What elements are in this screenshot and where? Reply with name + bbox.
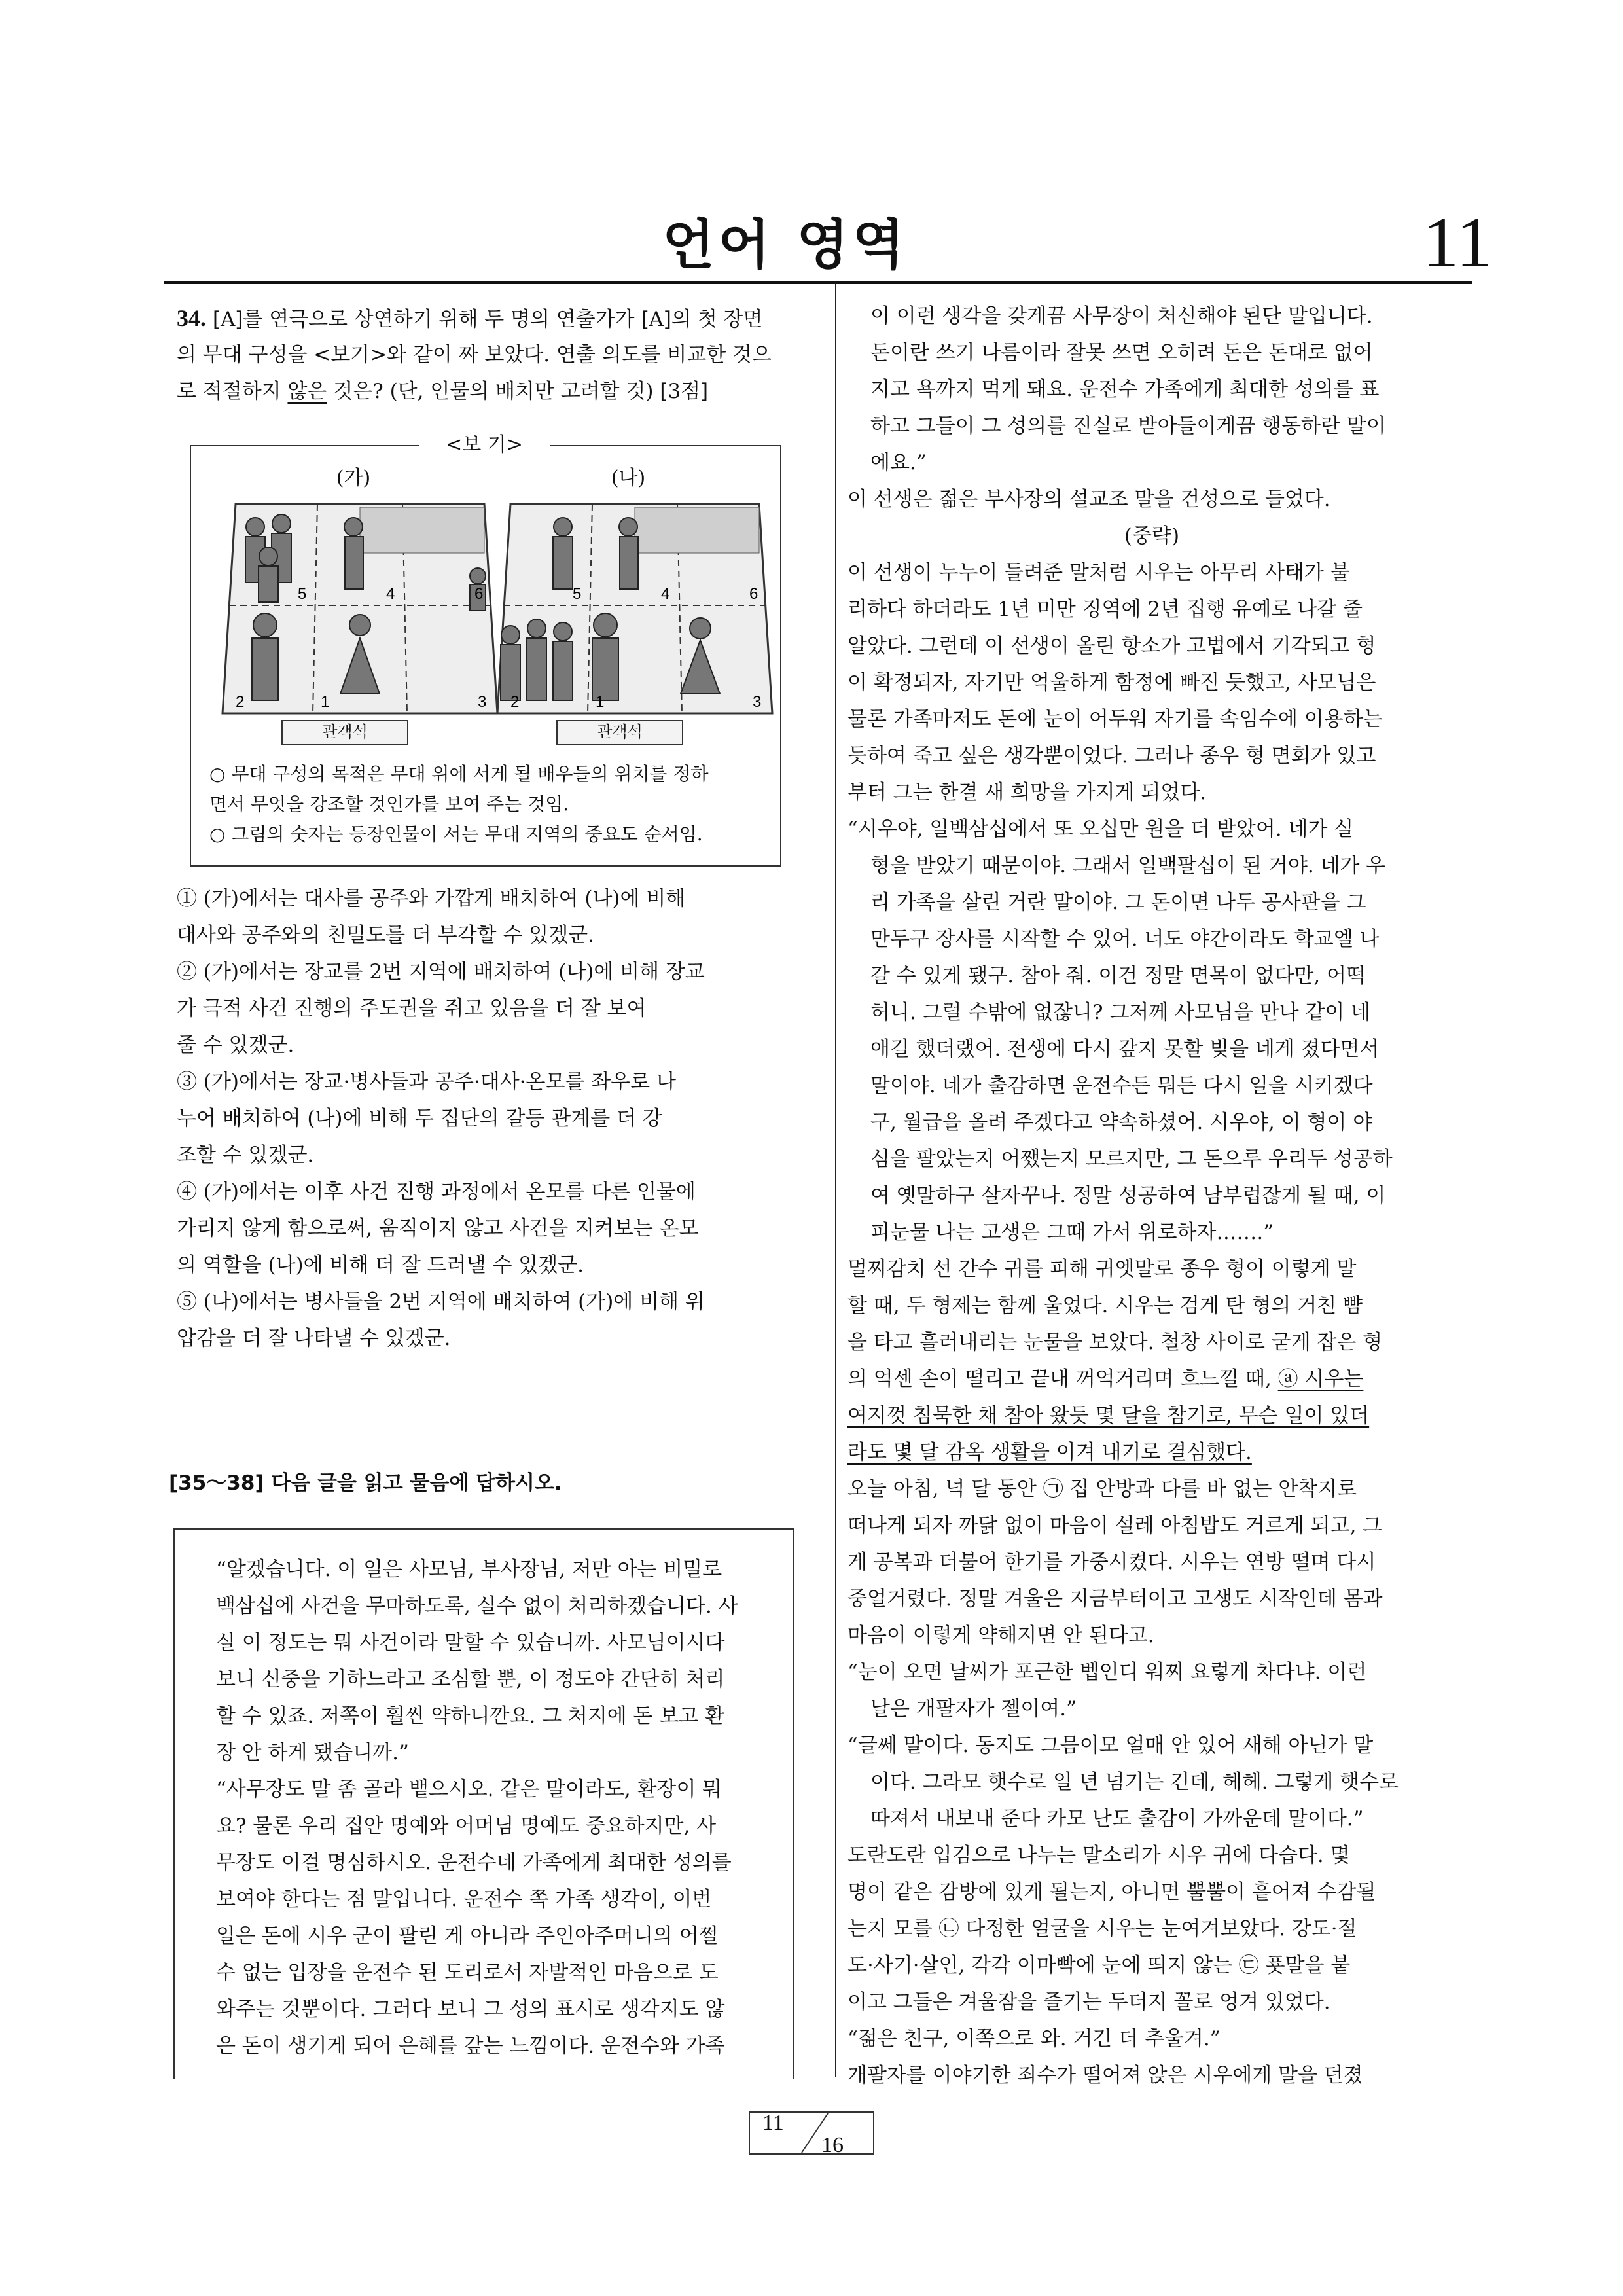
page-footer: [743, 2111, 880, 2157]
header-rule: [164, 281, 1472, 284]
passage-right-line: 듯하여 죽고 싶은 생각뿐이었다. 그러나 종우 형 면회가 있고: [847, 744, 1376, 768]
passage-right-line: 에요.”: [870, 451, 927, 475]
passage-right-line: 도·사기·살인, 각각 이마빡에 눈에 띄지 않는 ㉢ 푯말을 붙: [847, 1954, 1351, 1977]
bogi-note-1: ○ 무대 구성의 목적은 무대 위에 서게 될 배우들의 위치를 정하: [209, 763, 709, 785]
passage-right-line: 알았다. 그런데 이 선생이 올린 항소가 고법에서 기각되고 형: [847, 634, 1376, 658]
passage-right-line: 이다. 그라모 햇수로 일 년 넘기는 긴데, 헤헤. 그렇게 햇수로: [870, 1770, 1399, 1794]
passage-right-line: 명이 같은 감방에 있게 될는지, 아니면 뿔뿔이 흩어져 수감될: [847, 1880, 1376, 1904]
audience-label-a: 관객석: [281, 720, 408, 745]
zone-2-label-b: 2: [510, 693, 520, 711]
q34-stem-text-1: [A]를 연극으로 상연하기 위해 두 명의 연출가가 [A]의 첫 장면: [212, 308, 763, 331]
passage-right-line: 여 옛말하구 살자꾸나. 정말 성공하여 남부럽잖게 될 때, 이: [870, 1184, 1386, 1208]
stage-a-diagram: [216, 497, 504, 733]
choice-3-line-3: 조할 수 있겠군.: [177, 1143, 314, 1167]
choice-4-line-1[interactable]: ④ (가)에서는 이후 사건 진행 과정에서 온모를 다른 인물에: [177, 1180, 696, 1204]
passage-right-line: 멀찌감치 선 간수 귀를 피해 귀엣말로 종우 형이 이렇게 말: [847, 1257, 1357, 1281]
choice-4-line-2: 가리지 않게 함으로써, 움직이지 않고 사건을 지켜보는 온모: [177, 1217, 699, 1240]
passage-right-line: 리하다 하더라도 1년 미만 징역에 2년 집행 유예로 나갈 줄: [847, 598, 1363, 621]
passage-left-line: 할 수 있죠. 저쪽이 훨씬 약하니깐요. 그 처지에 돈 보고 환: [216, 1704, 725, 1728]
question-number: 34.: [177, 305, 206, 331]
q34-stem-line-1: [177, 300, 785, 338]
choice-4-line-3: 의 역할을 (나)에 비해 더 잘 드러낼 수 있겠군.: [177, 1253, 584, 1277]
choice-3-line-1[interactable]: ③ (가)에서는 장교·병사들과 공주·대사·온모를 좌우로 나: [177, 1070, 676, 1094]
passage-left-line: 무장도 이걸 명심하시오. 운전수네 가족에게 최대한 성의를: [216, 1851, 732, 1874]
passage-right-line: 이 선생은 젊은 부사장의 설교조 말을 건성으로 들었다.: [847, 488, 1330, 511]
passage-left-line: 일은 돈에 시우 군이 팔린 게 아니라 주인아주머니의 어쩔: [216, 1924, 719, 1948]
passage-right-line: 라도 몇 달 감옥 생활을 이겨 내기로 결심했다.: [847, 1441, 1252, 1464]
bogi-title: <보 기>: [419, 432, 550, 458]
passage-right-line: 을 타고 흘러내리는 눈물을 보았다. 철창 사이로 굳게 잡은 형: [847, 1331, 1383, 1354]
passage-right-line: 구, 월급을 올려 주겠다고 약속하셨어. 시우야, 이 형이 야: [870, 1111, 1373, 1134]
zone-6-label-b: 6: [749, 585, 758, 603]
choice-1-line-2: 대사와 공주와의 친밀도를 더 부각할 수 있겠군.: [177, 924, 594, 947]
stage-b-label: (나): [611, 467, 646, 490]
passage-right-line: 이 선생이 누누이 들려준 말처럼 시우는 아무리 사태가 불: [847, 561, 1350, 584]
passage-left-line: 장 안 하게 됐습니까.”: [216, 1741, 409, 1765]
underlined-phrase: ⓐ 시우는: [1277, 1367, 1364, 1391]
passage-right-line: 피눈물 나는 고생은 그때 가서 위로하자…….”: [870, 1221, 1274, 1244]
choice-5-line-1[interactable]: ⑤ (나)에서는 병사들을 2번 지역에 배치하여 (가)에 비해 위: [177, 1290, 705, 1314]
zone-6-label: 6: [474, 585, 484, 603]
passage-right-line: 심을 팔았는지 어쨌는지 모르지만, 그 돈으루 우리두 성공하: [870, 1147, 1393, 1171]
passage-right-line: 이고 그들은 겨울잠을 즐기는 두더지 꼴로 엉겨 있었다.: [847, 1990, 1330, 2014]
bogi-note-3: ○ 그림의 숫자는 등장인물이 서는 무대 지역의 중요도 순서임.: [209, 823, 703, 845]
bogi-note-2: 면서 무엇을 강조할 것인가를 보여 주는 것임.: [209, 793, 569, 815]
passage-right-line: 리 가족을 살린 거란 말이야. 그 돈이면 나두 공사판을 그: [870, 891, 1366, 914]
passage-left-line: 실 이 정도는 뭐 사건이라 말할 수 있습니까. 사모님이시다: [216, 1631, 725, 1655]
choice-1-line-1[interactable]: ① (가)에서는 대사를 공주와 가깝게 배치하여 (나)에 비해: [177, 887, 686, 910]
passage-left-line: 와주는 것뿐이다. 그러다 보니 그 성의 표시로 생각지도 않: [216, 1998, 725, 2021]
zone-3-label-b: 3: [753, 693, 762, 711]
zone-1-label: 1: [321, 693, 330, 711]
passage-right-line: 돈이란 쓰기 나름이라 잘못 쓰면 오히려 돈은 돈대로 없어: [870, 341, 1373, 365]
column-divider: [835, 283, 836, 2077]
choice-2-line-3: 줄 수 있겠군.: [177, 1033, 294, 1057]
passage-left-line: 백삼십에 사건을 무마하도록, 실수 없이 처리하겠습니다. 사: [216, 1594, 738, 1618]
passage-right-line: 물론 가족마저도 돈에 눈이 어두워 자기를 속임수에 이용하는: [847, 708, 1383, 731]
passage-right-line: 부터 그는 한결 새 희망을 가지게 되었다.: [847, 781, 1207, 804]
passage-right-line: 도란도란 입김으로 나누는 말소리가 시우 귀에 다습다. 몇: [847, 1844, 1350, 1867]
stage-b-diagram: [491, 497, 779, 733]
passage-right-line: 애길 했더랬어. 전생에 다시 갚지 못할 빚을 네게 졌다면서: [870, 1037, 1380, 1061]
zone-1-label-b: 1: [596, 693, 605, 711]
choice-2-line-1[interactable]: ② (가)에서는 장교를 2번 지역에 배치하여 (나)에 비해 장교: [177, 960, 705, 984]
passage-right-line: 만두구 장사를 시작할 수 있어. 너도 야간이라도 학교엘 나: [870, 927, 1380, 951]
passage-right-line: 이 이런 생각을 갖게끔 사무장이 처신해야 된단 말입니다.: [870, 304, 1373, 328]
passage-right-line: “시우야, 일백삼십에서 또 오십만 원을 더 받았어. 네가 실: [847, 817, 1354, 841]
passage-right-line: 할 때, 두 형제는 함께 울었다. 시우는 검게 탄 형의 거친 뺨: [847, 1294, 1363, 1318]
zone-3-label: 3: [478, 693, 487, 711]
choice-3-line-2: 누어 배치하여 (나)에 비해 두 집단의 갈등 관계를 더 강: [177, 1107, 662, 1130]
choice-2-line-2: 가 극적 사건 진행의 주도권을 쥐고 있음을 더 잘 보여: [177, 997, 647, 1020]
passage-right-line: 떠나게 되자 까닭 없이 마음이 설레 아침밥도 거르게 되고, 그: [847, 1514, 1383, 1537]
passage-right-line: 지고 욕까지 먹게 돼요. 운전수 가족에게 최대한 성의를 표: [870, 378, 1380, 401]
zone-2-label: 2: [236, 693, 245, 711]
passage-right-line: 이 확정되자, 자기만 억울하게 함정에 빠진 듯했고, 사모님은: [847, 671, 1376, 694]
passage-right-line: 말이야. 네가 출감하면 운전수든 뭐든 다시 일을 시키겠다: [870, 1074, 1373, 1098]
zone-4-label-b: 4: [661, 585, 670, 603]
passage-right-line: 오늘 아침, 넉 달 동안 ㉠ 집 안방과 다를 바 없는 안착지로: [847, 1477, 1357, 1501]
q34-stem-line-3: 로 적절하지 않은 것은? (단, 인물의 배치만 고려할 것) [3점]: [177, 380, 709, 403]
passage-right-line: (중략): [1124, 524, 1180, 548]
passage-right-line: 게 공복과 더불어 한기를 가중시켰다. 시우는 연방 떨며 다시: [847, 1551, 1376, 1574]
passage-right-line: 허니. 그럴 수밖에 없잖니? 그저께 사모님을 만나 같이 네: [870, 1001, 1371, 1024]
passage-left-line: 요? 물론 우리 집안 명예와 어머님 명예도 중요하지만, 사: [216, 1814, 717, 1838]
passage-right-line: 따져서 내보내 준다 카모 난도 출감이 가까운데 말이다.”: [870, 1807, 1364, 1831]
choice-5-line-2: 압감을 더 잘 나타낼 수 있겠군.: [177, 1327, 451, 1350]
passage-left-line: 수 없는 입장을 운전수 된 도리로서 자발적인 마음으로 도: [216, 1961, 719, 1984]
passage-right-line: “눈이 오면 날씨가 포근한 벱인디 워찌 요렇게 차다냐. 이런: [847, 1660, 1367, 1684]
section-header: [35～38] 다음 글을 읽고 물음에 답하시오.: [169, 1471, 562, 1495]
q34-stem-line-2: 의 무대 구성을 <보기>와 같이 짜 보았다. 연출 의도를 비교한 것으: [177, 343, 772, 367]
passage-left-line: “사무장도 말 좀 골라 뱉으시오. 같은 말이라도, 환장이 뭐: [216, 1778, 722, 1801]
zone-5-label-b: 5: [573, 585, 582, 603]
audience-label-b: 관객석: [556, 720, 683, 745]
page-number-top: 11: [1423, 202, 1492, 282]
passage-right-line: 형을 받았기 때문이야. 그래서 일백팔십이 된 거야. 네가 우: [870, 854, 1386, 878]
passage-right-line: “젊은 친구, 이쪽으로 와. 거긴 더 추울겨.”: [847, 2027, 1221, 2051]
passage-right-line: 마음이 이렇게 약해지면 안 된다고.: [847, 1624, 1154, 1647]
zone-5-label: 5: [298, 585, 307, 603]
stage-a-label: (가): [336, 467, 371, 490]
passage-right-line: 개팔자를 이야기한 죄수가 떨어져 앉은 시우에게 말을 던졌: [847, 2064, 1363, 2087]
zone-4-label: 4: [386, 585, 395, 603]
page-title: 언어 영역: [662, 214, 908, 276]
passage-right-line: 여지껏 침묵한 채 참아 왔듯 몇 달을 참기로, 무슨 일이 있더: [847, 1404, 1370, 1427]
passage-right-line: 날은 개팔자가 젤이여.”: [870, 1697, 1077, 1721]
underlined-keyword: 않은: [287, 380, 327, 403]
passage-right-line: 하고 그들이 그 성의를 진실로 받아들이게끔 행동하란 말이: [870, 414, 1386, 438]
footer-current-page: 11: [762, 2111, 784, 2135]
passage-right-line: 중얼거렸다. 정말 겨울은 지금부터이고 고생도 시작인데 몸과: [847, 1587, 1383, 1611]
footer-total-pages: 16: [821, 2133, 844, 2157]
passage-left-line: 은 돈이 생기게 되어 은혜를 갚는 느낌이다. 운전수와 가족: [216, 2034, 725, 2058]
passage-right-line: 는지 모를 ㉡ 다정한 얼굴을 시우는 눈여겨보았다. 강도·절: [847, 1917, 1357, 1941]
passage-right-line: 의 억센 손이 떨리고 끝내 꺼억거리며 흐느낄 때, ⓐ 시우는: [847, 1367, 1364, 1391]
passage-left-line: 보니 신중을 기하느라고 조심할 뿐, 이 정도야 간단히 처리: [216, 1668, 725, 1691]
passage-left-line: 보여야 한다는 점 말입니다. 운전수 쪽 가족 생각이, 이번: [216, 1888, 712, 1911]
passage-right-line: 갈 수 있게 됐구. 참아 줘. 이건 정말 면목이 없다만, 어떡: [870, 964, 1366, 988]
passage-left-line: “알겠습니다. 이 일은 사모님, 부사장님, 저만 아는 비밀로: [216, 1558, 722, 1581]
passage-right-line: “글쎄 말이다. 동지도 그믐이모 얼매 안 있어 새해 아닌가 말: [847, 1734, 1374, 1757]
